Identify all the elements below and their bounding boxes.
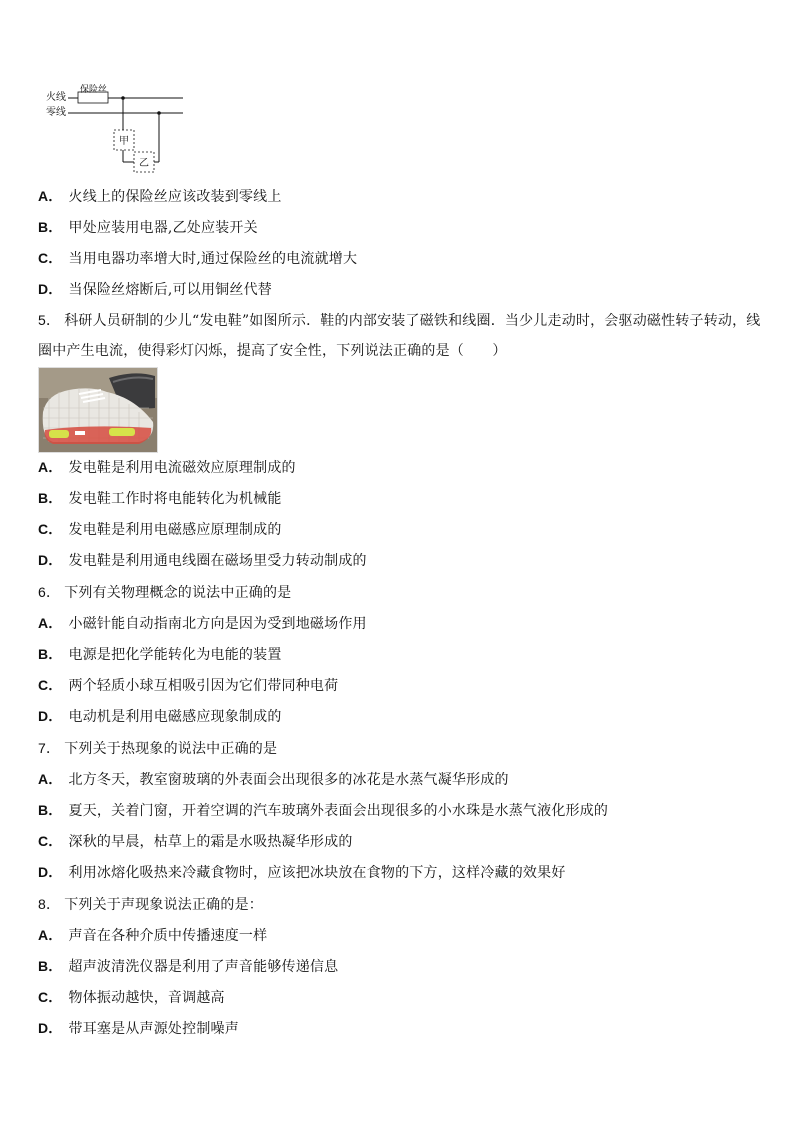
q7-stem: 7． 下列关于热现象的说法中正确的是 xyxy=(38,740,278,757)
live-wire-label: 火线 xyxy=(46,92,66,103)
q6-option-a: A． 小磁针能自动指南北方向是因为受到地磁场作用 xyxy=(38,615,367,632)
q5-stem-line2: 圈中产生电流，使得彩灯闪烁，提高了安全性，下列说法正确的是（ ） xyxy=(38,343,507,359)
q4-option-a: A． 火线上的保险丝应该改装到零线上 xyxy=(38,188,282,205)
q5-option-d: D． 发电鞋是利用通电线圈在磁场里受力转动制成的 xyxy=(38,552,367,569)
q6-option-b: B． 电源是把化学能转化为电能的装置 xyxy=(38,646,282,663)
neutral-wire-label: 零线 xyxy=(46,107,66,118)
power-shoe-image xyxy=(38,367,158,453)
box-jia-label: 甲 xyxy=(119,136,129,147)
q4-option-b: B． 甲处应装用电器,乙处应装开关 xyxy=(38,219,258,236)
q8-option-b: B． 超声波清洗仪器是利用了声音能够传递信息 xyxy=(38,958,339,975)
circuit-diagram xyxy=(38,80,198,180)
q5-option-a: A． 发电鞋是利用电流磁效应原理制成的 xyxy=(38,459,296,476)
q6-option-d: D． 电动机是利用电磁感应现象制成的 xyxy=(38,708,282,725)
q8-stem: 8． 下列关于声现象说法正确的是： xyxy=(38,896,263,913)
q6-option-c: C． 两个轻质小球互相吸引因为它们带同种电荷 xyxy=(38,677,339,694)
q4-option-c: C． 当用电器功率增大时,通过保险丝的电流就增大 xyxy=(38,250,358,267)
q6-stem: 6． 下列有关物理概念的说法中正确的是 xyxy=(38,584,292,601)
q7-option-a: A． 北方冬天，教室窗玻璃的外表面会出现很多的冰花是水蒸气凝华形成的 xyxy=(38,771,509,788)
q5-stem-line1: 5． 科研人员研制的少儿“发电鞋”如图所示．鞋的内部安装了磁铁和线圈．当少儿走动时，会驱动磁性转子转动，线 xyxy=(38,312,761,329)
fuse-label: 保险丝 xyxy=(80,85,108,95)
q5-option-b: B． 发电鞋工作时将电能转化为机械能 xyxy=(38,490,282,507)
q4-option-d: D． 当保险丝熔断后,可以用铜丝代替 xyxy=(38,281,272,298)
q7-option-d: D． 利用冰熔化吸热来冷藏食物时，应该把冰块放在食物的下方，这样冷藏的效果好 xyxy=(38,864,566,881)
box-yi-label: 乙 xyxy=(139,158,149,169)
q8-option-c: C． 物体振动越快，音调越高 xyxy=(38,989,225,1006)
q7-option-b: B． 夏天，关着门窗，开着空调的汽车玻璃外表面会出现很多的小水珠是水蒸气液化形成的 xyxy=(38,802,609,819)
q7-option-c: C． 深秋的早晨，枯草上的霜是水吸热凝华形成的 xyxy=(38,833,353,850)
q8-option-d: D． 带耳塞是从声源处控制噪声 xyxy=(38,1020,239,1037)
q8-option-a: A． 声音在各种介质中传播速度一样 xyxy=(38,927,268,944)
q5-option-c: C． 发电鞋是利用电磁感应原理制成的 xyxy=(38,521,282,538)
